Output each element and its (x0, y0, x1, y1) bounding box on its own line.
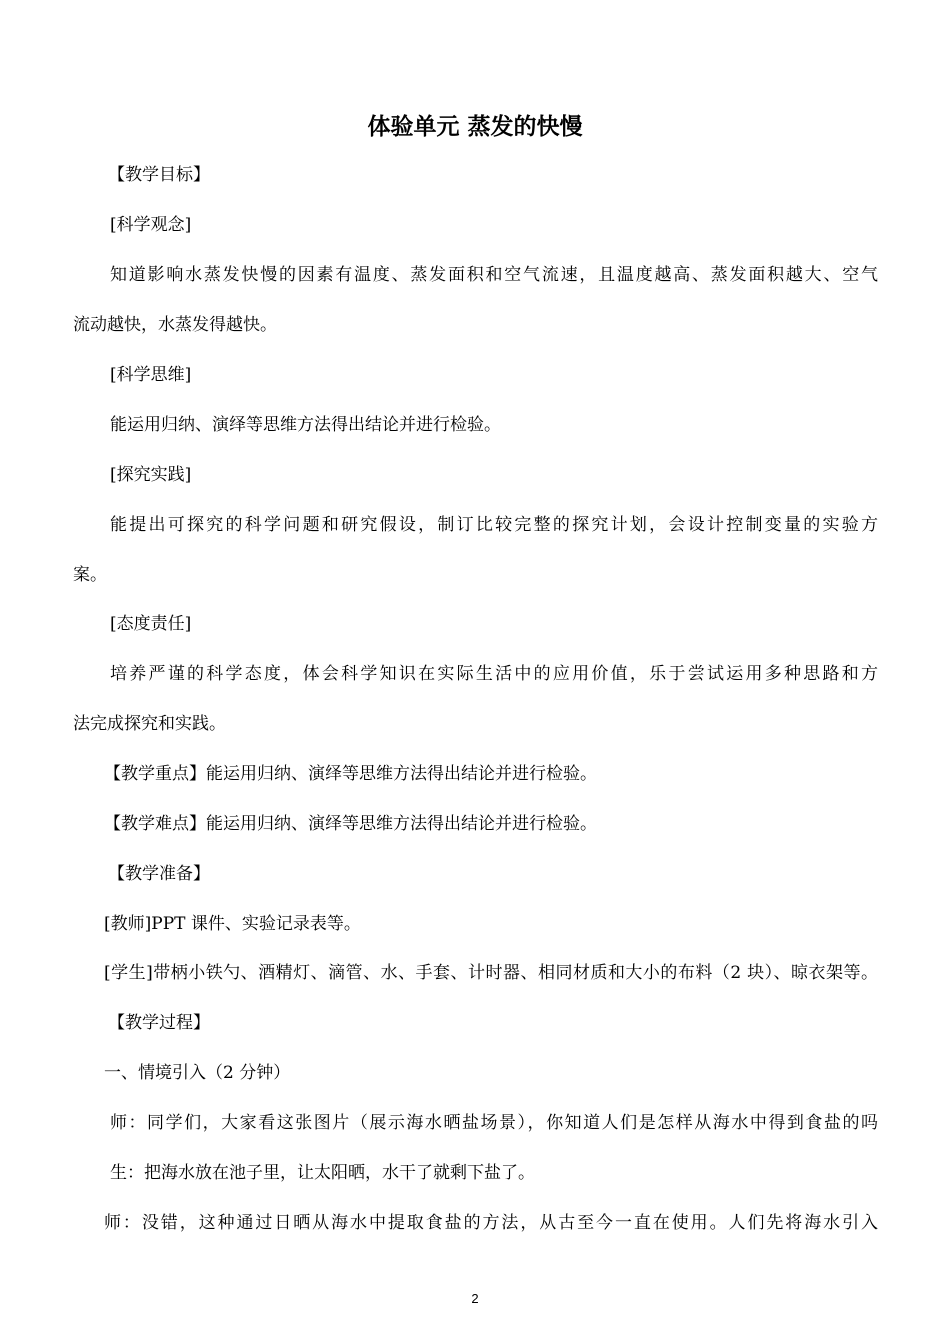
document-title: 体验单元 蒸发的快慢 (367, 114, 583, 140)
paragraph-line: 培养严谨的科学态度，体会科学知识在实际生活中的应用价值，乐于尝试运用多种思路和方 (110, 664, 878, 684)
paragraph-line: 法完成探究和实践。 (73, 714, 226, 734)
paragraph-line: 能运用归纳、演绎等思维方法得出结论并进行检验。 (110, 415, 501, 435)
page-number: 2 (471, 1291, 479, 1306)
heading-teaching-process: 【教学过程】 (108, 1013, 210, 1033)
paragraph-line: 流动越快，水蒸发得越快。 (73, 315, 277, 335)
subheading-inquiry-practice: [探究实践] (110, 465, 192, 485)
paragraph-line: 案。 (73, 565, 107, 585)
paragraph-line: 知道影响水蒸发快慢的因素有温度、蒸发面积和空气流速，且温度越高、蒸发面积越大、空气 (110, 265, 878, 285)
paragraph-line: [学生]带柄小铁勺、酒精灯、滴管、水、手套、计时器、相同材质和大小的布料（2 块）、晾衣架等。 (104, 963, 878, 983)
paragraph-line: 师：同学们，大家看这张图片（展示海水晒盐场景），你知道人们是怎样从海水中得到食盐的吗 (110, 1113, 878, 1133)
heading-preparation: 【教学准备】 (108, 864, 210, 884)
heading-teaching-goals: 【教学目标】 (108, 165, 210, 185)
paragraph-line: 生：把海水放在池子里，让太阳晒，水干了就剩下盐了。 (110, 1163, 535, 1183)
section-heading: 一、情境引入（2 分钟） (104, 1063, 291, 1083)
paragraph-line: [教师]PPT 课件、实验记录表等。 (104, 914, 361, 934)
heading-key-point: 【教学重点】能运用归纳、演绎等思维方法得出结论并进行检验。 (104, 764, 597, 784)
heading-difficult-point: 【教学难点】能运用归纳、演绎等思维方法得出结论并进行检验。 (104, 814, 597, 834)
subheading-attitude: [态度责任] (110, 614, 192, 634)
subheading-science-thinking: [科学思维] (110, 365, 192, 385)
subheading-science-concept: [科学观念] (110, 215, 192, 235)
paragraph-line: 师：没错，这种通过日晒从海水中提取食盐的方法，从古至今一直在使用。人们先将海水引入 (104, 1213, 878, 1233)
paragraph-line: 能提出可探究的科学问题和研究假设，制订比较完整的探究计划，会设计控制变量的实验方 (110, 515, 878, 535)
